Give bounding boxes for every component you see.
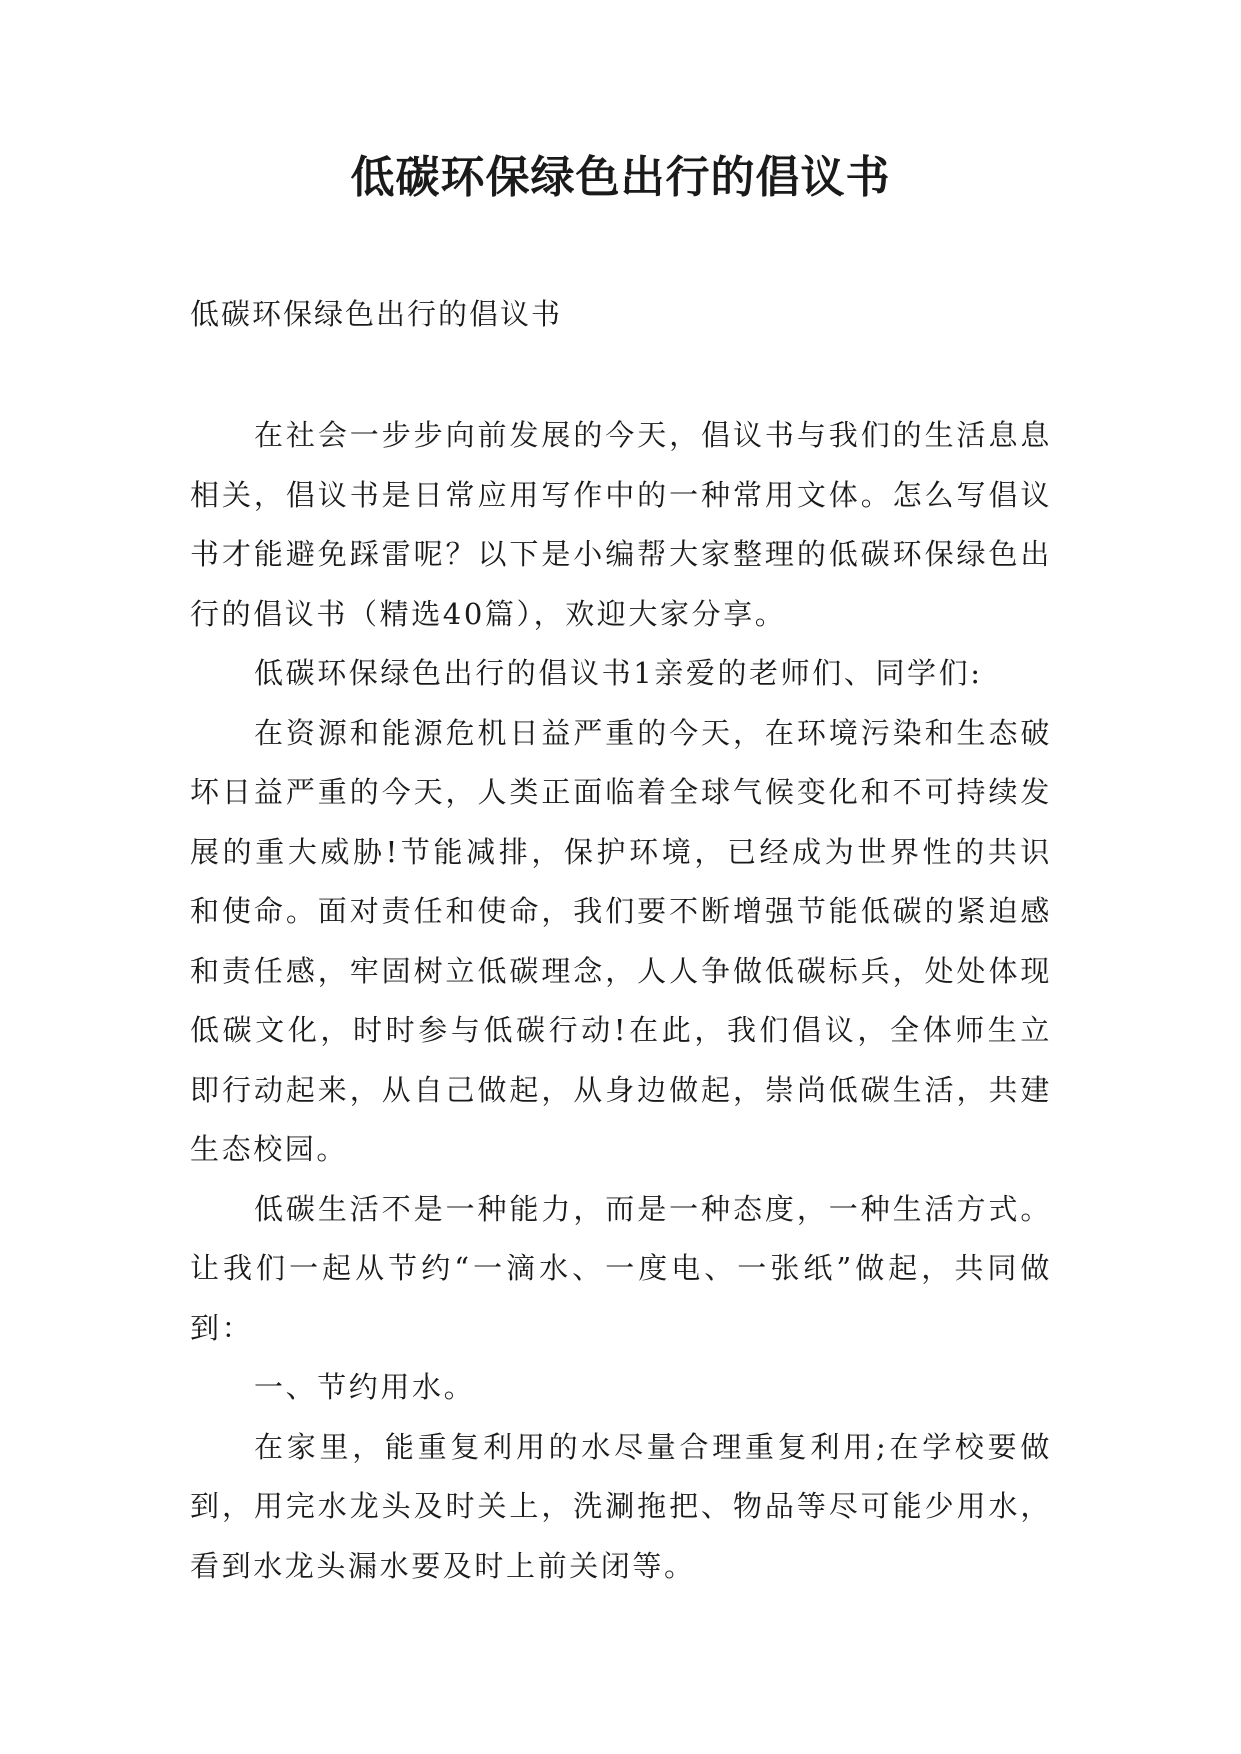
paragraph-proposal: 在资源和能源危机日益严重的今天，在环境污染和生态破坏日益严重的今天，人类正面临着全球气候变化和不可持续发展的重大威胁!节能减排，保护环境，已经成为世界性的共识和使命。面对责任和使命，我们要不断增强节能低碳的紧迫感和责任感，牢固树立低碳理念，人人争做低碳标兵，处处体现低碳文化，时时参与低碳行动!在此，我们倡议，全体师生立即行动起来，从自己做起，从身边做起，崇尚低碳生活，共建生态校园。	[190, 715, 1052, 1166]
document-body	[190, 406, 1052, 1596]
paragraph-greeting: 低碳环保绿色出行的倡议书1亲爱的老师们、同学们:	[254, 656, 983, 690]
paragraph-heading-water: 一、节约用水。	[254, 1370, 476, 1404]
document-subtitle: 低碳环保绿色出行的倡议书	[190, 297, 563, 331]
page-title: 低碳环保绿色出行的倡议书	[350, 152, 891, 203]
paragraph-intro: 在社会一步步向前发展的今天，倡议书与我们的生活息息相关，倡议书是日常应用写作中的一种常用文体。怎么写倡议书才能避免踩雷呢？以下是小编帮大家整理的低碳环保绿色出行的倡议书（精选40篇），欢迎大家分享。	[190, 418, 1052, 631]
paragraph-attitude: 低碳生活不是一种能力，而是一种态度，一种生活方式。让我们一起从节约“一滴水、一度电、一张纸”做起，共同做到：	[190, 1191, 1052, 1345]
paragraph-water-details: 在家里，能重复利用的水尽量合理重复利用;在学校要做到，用完水龙头及时关上，洗涮拖把、物品等尽可能少用水，看到水龙头漏水要及时上前关闭等。	[190, 1429, 1052, 1583]
